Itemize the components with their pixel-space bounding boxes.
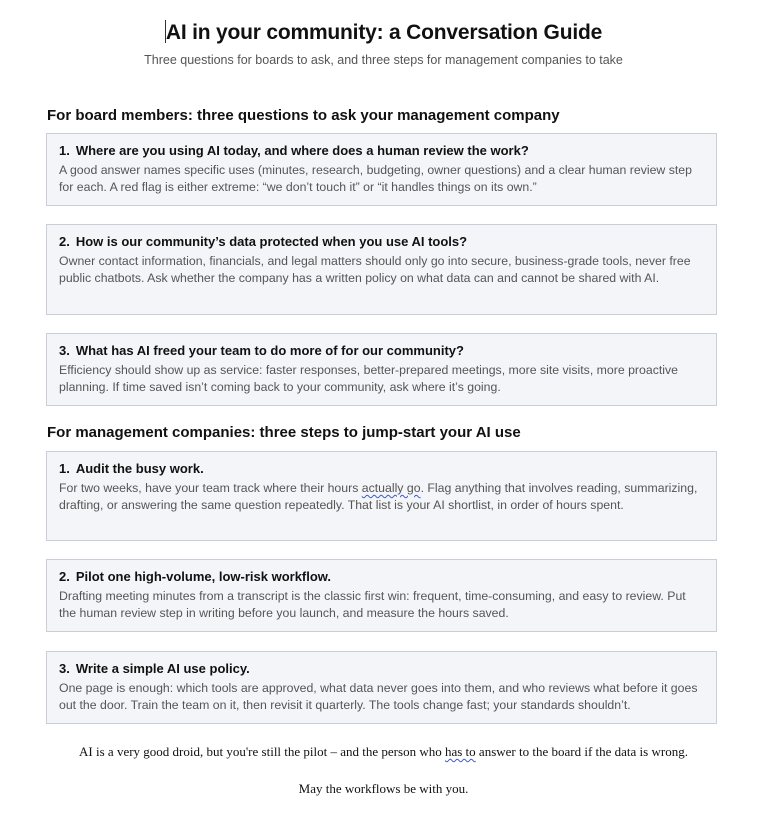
page — [0, 20, 767, 796]
card-title: 1. Audit the busy work. — [59, 461, 204, 476]
card-title: 2. Pilot one high-volume, low-risk workflow. — [59, 569, 332, 584]
card-title: 3. What has AI freed your team to do more of for our community? — [59, 343, 464, 358]
management-section-heading: For management companies: three steps to jump-start your AI use — [47, 424, 521, 441]
document-title[interactable]: AI in your community: a Conversation Guide — [165, 21, 603, 44]
closing-signoff: May the workflows be with you. — [298, 781, 469, 796]
card-body: Owner contact information, financials, and legal matters should only go into secure, business-grade tools, never free public chatbots. Ask whether the company has a written policy on what data can and cannot be shared with AI. — [59, 254, 691, 285]
board-section-heading: For board members: three questions to ask your management company — [47, 107, 560, 124]
spellcheck-underline[interactable]: has to — [444, 744, 476, 759]
card-title: 3. Write a simple AI use policy. — [59, 661, 250, 676]
card-body: A good answer names specific uses (minutes, research, budgeting, owner questions) and a clear human review step for each. A red flag is either extreme: “we don’t touch it” or “it handles things on its own.” — [59, 163, 692, 194]
board-question-card-2 — [46, 224, 717, 315]
document-subtitle: Three questions for boards to ask, and three steps for management companies to take — [144, 53, 623, 67]
card-body: Efficiency should show up as service: faster responses, better-prepared meetings, more site visits, more proactive planning. If time saved isn’t coming back to your community, ask where it’s going. — [59, 363, 678, 394]
card-title: 2. How is our community’s data protected when you use AI tools? — [59, 234, 468, 249]
closing-line: AI is a very good droid, but you're still the pilot – and the person who has to answer to the board if the data is wrong. — [79, 744, 688, 759]
card-body: Drafting meeting minutes from a transcript is the classic first win: frequent, time-consuming, and easy to review. Put the human review step in writing before you launch, and measure the hours saved. — [59, 589, 686, 620]
management-step-card-2 — [46, 559, 717, 632]
spellcheck-underline[interactable]: actually go — [361, 481, 421, 495]
card-body: One page is enough: which tools are approved, what data never goes into them, and who reviews what before it goes out the door. Train the team on it, then revisit it quarterly. The tools change fast; your standards shouldn’t. — [59, 681, 698, 712]
card-body: For two weeks, have your team track where their hours actually go. Flag anything that involves reading, summarizing, drafting, or answering the same question repeatedly. That list is your AI shortlist, in order of hours spent. — [59, 481, 698, 512]
management-step-card-3 — [46, 651, 717, 724]
board-question-card-3 — [46, 333, 717, 406]
management-step-card-1 — [46, 451, 717, 541]
card-title: 1. Where are you using AI today, and where does a human review the work? — [59, 143, 529, 158]
board-question-card-1 — [46, 133, 717, 206]
